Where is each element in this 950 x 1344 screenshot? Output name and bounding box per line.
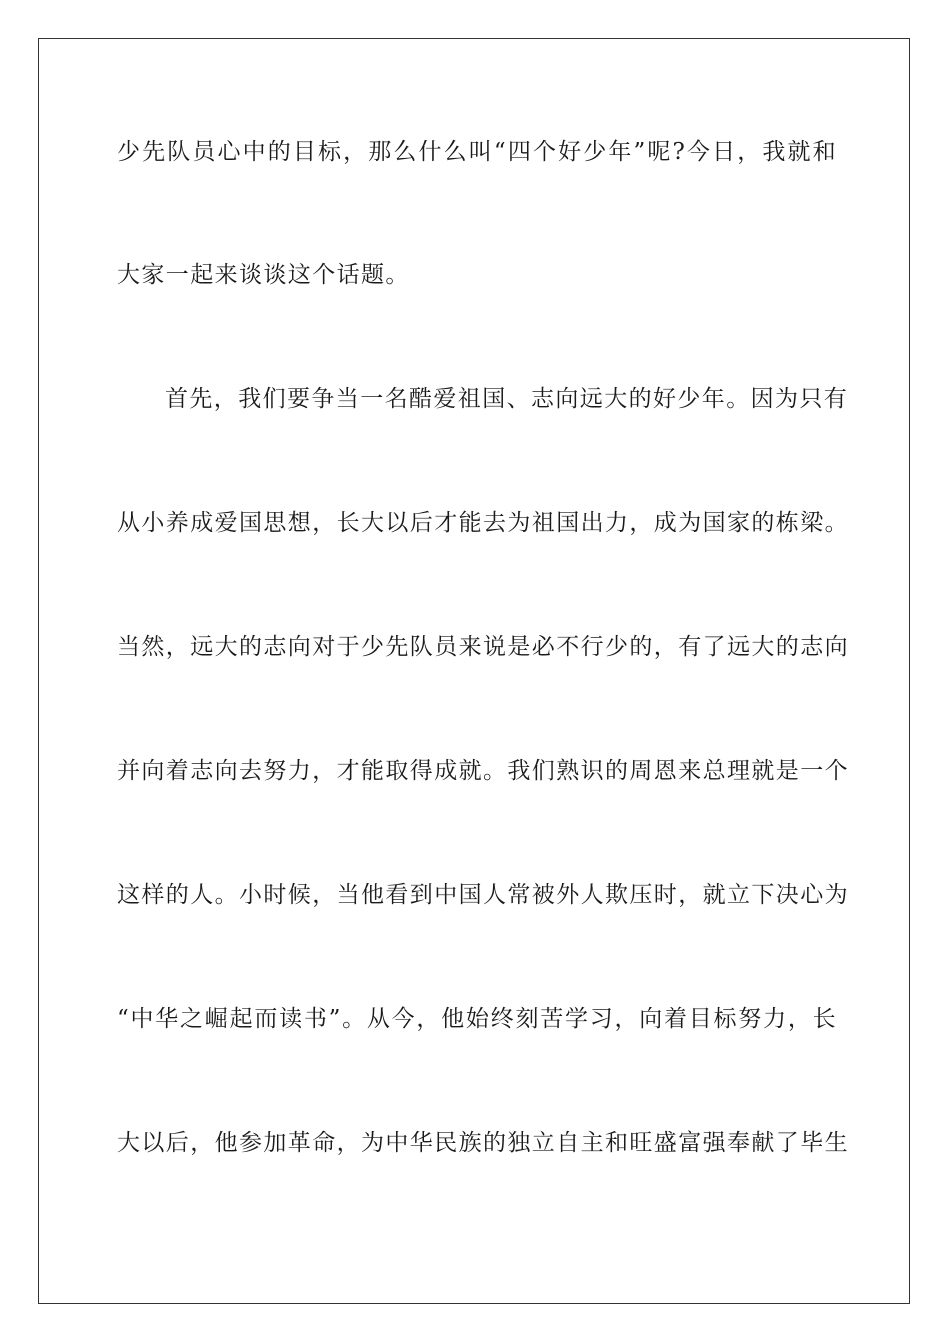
text-line: 当然，远大的志向对于少先队员来说是必不行少的，有了远大的志向 — [117, 634, 849, 660]
text-line: 少先队员心中的目标，那么什么叫“四个好少年”呢?今日，我就和 — [117, 139, 837, 165]
page-border — [38, 38, 910, 1304]
text-line: 大家一起来谈谈这个话题。 — [117, 262, 410, 288]
text-line: 从小养成爱国思想，长大以后才能去为祖国出力，成为国家的栋梁。 — [117, 510, 849, 536]
text-line: 这样的人。小时候，当他看到中国人常被外人欺压时，就立下决心为 — [117, 882, 849, 908]
text-line: 大以后，他参加革命，为中华民族的独立自主和旺盛富强奉献了毕生 — [117, 1130, 849, 1156]
text-line: 首先，我们要争当一名酷爱祖国、志向远大的好少年。因为只有 — [165, 386, 849, 412]
text-line: “中华之崛起而读书”。从今，他始终刻苦学习，向着目标努力，长 — [117, 1006, 837, 1032]
text-line: 并向着志向去努力，才能取得成就。我们熟识的周恩来总理就是一个 — [117, 758, 849, 784]
